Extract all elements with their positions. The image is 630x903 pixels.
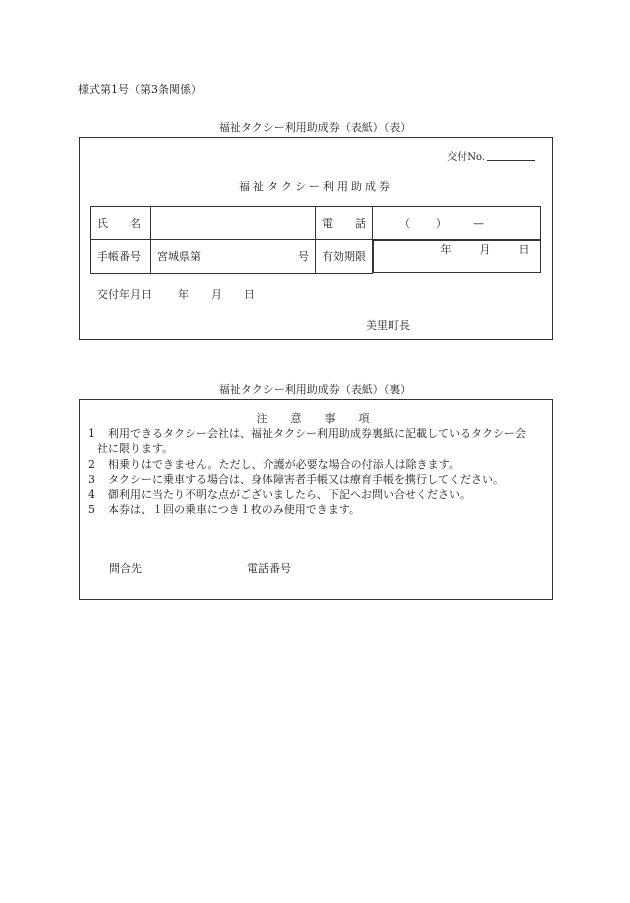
handbook-prefix: 宮城県第 — [157, 250, 201, 264]
front-caption: 福祉タクシー利用助成券（表紙）（表） — [218, 121, 412, 134]
phone-close-paren: ） — [436, 217, 447, 230]
form-number: 様式第1号（第3条関係） — [78, 83, 202, 96]
table-row — [91, 240, 541, 274]
validity-label: 有効期限 — [316, 240, 373, 274]
notes-title: 注 意 事 項 — [256, 412, 376, 425]
issued-day: 日 — [244, 288, 255, 301]
name-label: 氏 名 — [91, 207, 151, 240]
phone-dash: — — [473, 217, 484, 230]
validity-date-field[interactable] — [373, 240, 541, 273]
validity-year: 年 — [440, 243, 452, 256]
handbook-number-field[interactable] — [151, 240, 316, 274]
name-field[interactable] — [151, 207, 316, 240]
issued-year: 年 — [178, 288, 189, 301]
issue-number-label: 交付No. — [447, 152, 485, 163]
list-item-continuation: 社に限ります。 — [97, 442, 174, 455]
ticket-title: 福祉タクシー利用助成券 — [239, 180, 393, 193]
validity-day: 日 — [518, 243, 530, 256]
handbook-suffix: 号 — [298, 250, 309, 264]
handbook-number-label: 手帳番号 — [91, 240, 151, 274]
list-item: 5 本券は、１回の乗車につき１枚のみ使用できます。 — [88, 503, 360, 516]
list-item: 3 タクシーに乗車する場合は、身体障害者手帳又は療育手帳を携行してください。 — [88, 473, 504, 486]
ticket-back — [79, 399, 553, 600]
phone-open-paren: （ — [399, 217, 410, 230]
list-item: 4 御利用に当たり不明な点がございましたら、下記へお問い合せください。 — [88, 488, 471, 501]
list-item: 2 相乗りはできません。ただし、介護が必要な場合の付添人は除きます。 — [88, 458, 460, 471]
issued-date-label: 交付年月日 — [97, 288, 152, 301]
issue-number — [447, 148, 535, 163]
issuer: 美里町長 — [366, 319, 410, 332]
ticket-front — [79, 137, 553, 340]
list-item: 1 利用できるタクシー会社は、福祉タクシー利用助成券裏紙に記載しているタクシー会 — [88, 427, 526, 440]
phone-number-label: 電話番号 — [247, 562, 291, 575]
contact-label: 問合先 — [109, 562, 142, 575]
phone-field[interactable] — [373, 207, 541, 240]
holder-info-table — [90, 206, 541, 274]
phone-label: 電 話 — [316, 207, 373, 240]
validity-month: 月 — [479, 243, 491, 256]
back-caption: 福祉タクシー利用助成券（表紙）（裏） — [218, 383, 412, 396]
table-row — [91, 207, 541, 240]
issued-month: 月 — [211, 288, 222, 301]
issue-number-field[interactable] — [487, 151, 535, 161]
issued-date — [97, 286, 277, 302]
